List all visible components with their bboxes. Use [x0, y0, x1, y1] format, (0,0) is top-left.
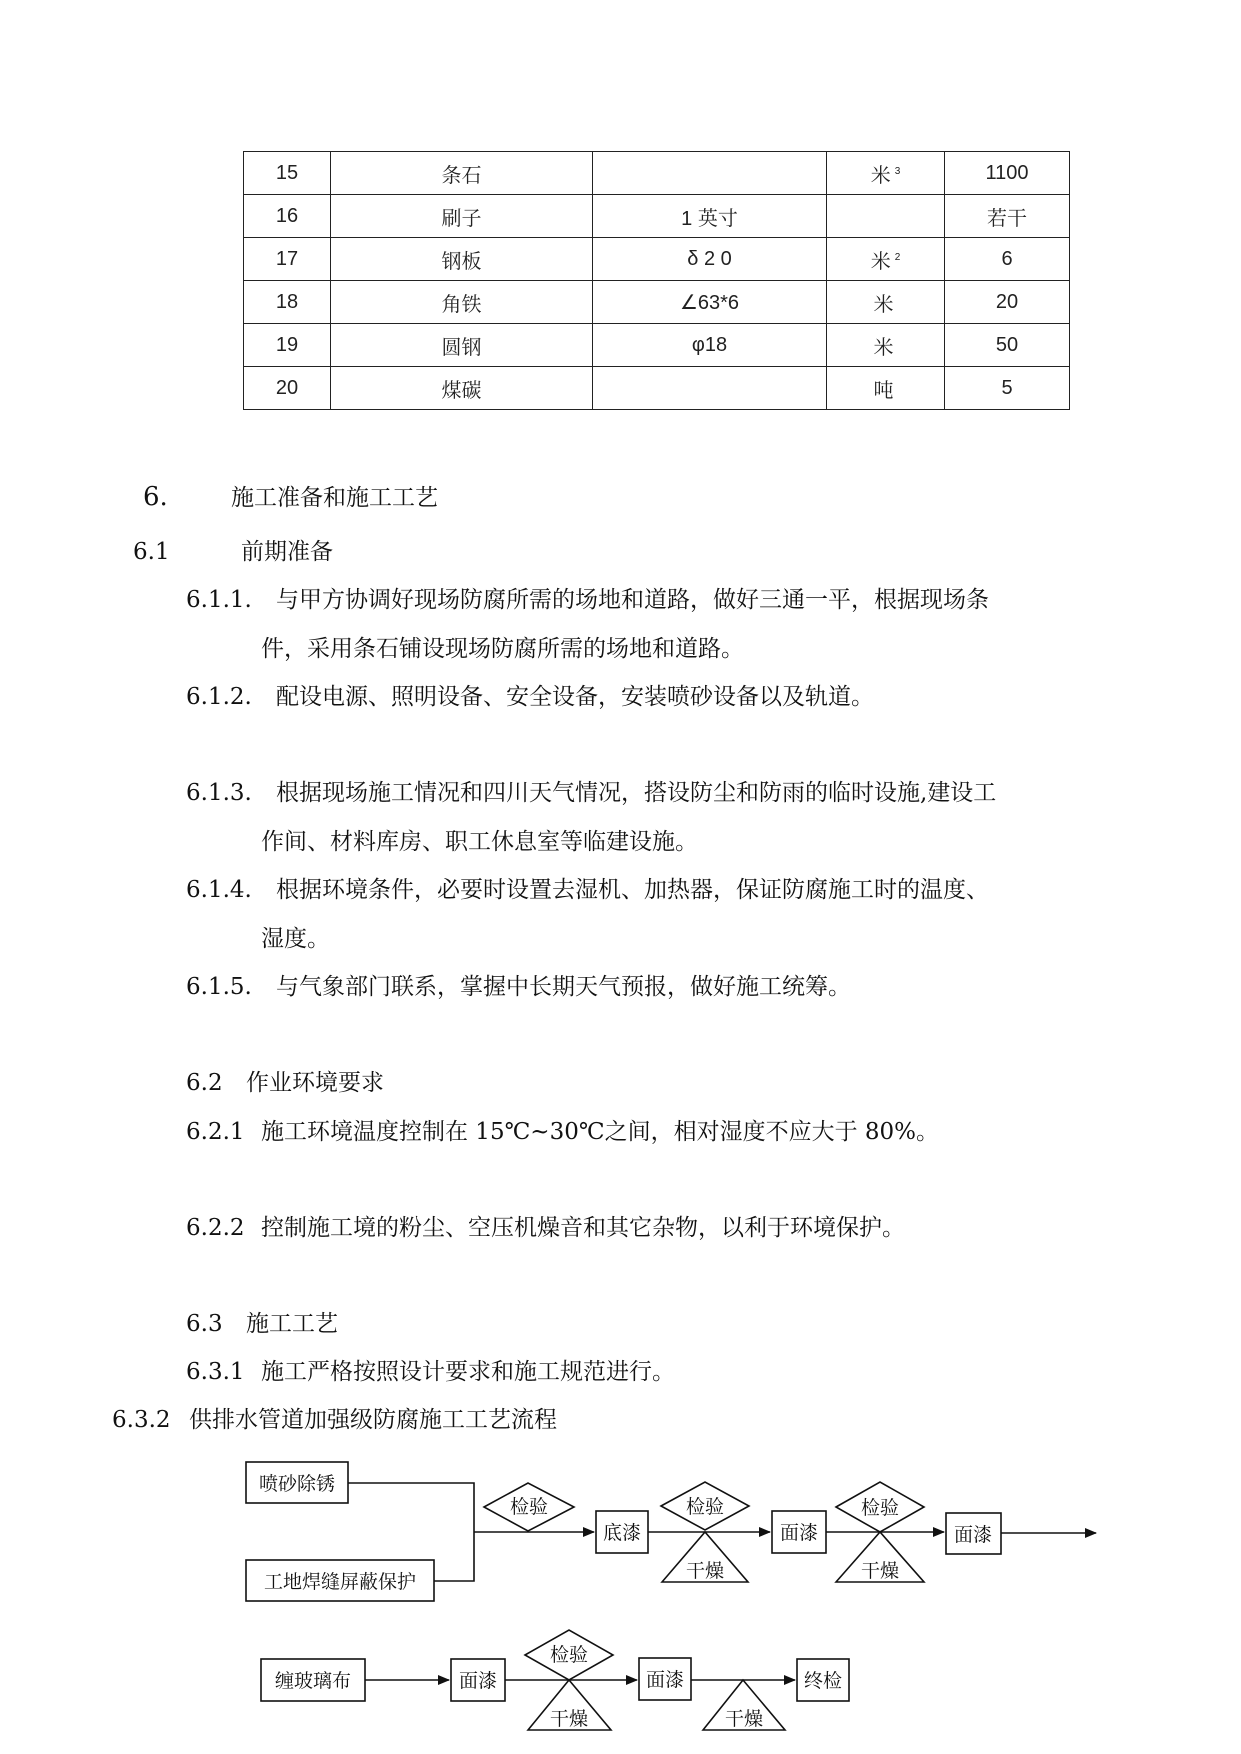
row-number: 15	[244, 152, 331, 195]
row-number: 19	[244, 324, 331, 367]
material-qty: 50	[945, 324, 1070, 367]
paragraph-text: 与气象部门联系，掌握中长期天气预报，做好施工统筹。	[276, 974, 851, 1000]
primer-label: 底漆	[602, 1522, 642, 1544]
row-number: 20	[244, 367, 331, 410]
paragraph-text: 控制施工境的粉尘、空压机燥音和其它杂物，以利于环境保护。	[261, 1215, 905, 1241]
dry-label: 干燥	[724, 1708, 764, 1730]
final-inspect-label: 终检	[803, 1670, 843, 1692]
glass-cloth-label: 缠玻璃布	[274, 1670, 352, 1692]
material-qty: 20	[945, 281, 1070, 324]
subsection-number: 6.2	[186, 1070, 223, 1096]
paragraph-text: 施工严格按照设计要求和施工规范进行。	[261, 1359, 675, 1385]
material-spec: ∠63*6	[593, 281, 827, 324]
subsection-title: 作业环境要求	[246, 1070, 384, 1096]
paragraph-number: 6.1.1.	[186, 587, 252, 613]
material-name: 刷子	[331, 195, 593, 238]
dry-label: 干燥	[685, 1560, 725, 1582]
paragraph-text: 根据环境条件，必要时设置去湿机、加热器，保证防腐施工时的温度、	[276, 877, 989, 903]
weld-protect-label: 工地焊缝屏蔽保护	[263, 1571, 417, 1593]
section-number: 6.	[143, 482, 168, 512]
paragraph-number: 6.1.4.	[186, 877, 252, 903]
paragraph-text: 施工环境温度控制在 15℃~30℃之间，相对湿度不应大于 80%。	[261, 1119, 940, 1145]
material-qty: 6	[945, 238, 1070, 281]
material-name: 煤碳	[331, 367, 593, 410]
topcoat-label: 面漆	[779, 1522, 819, 1544]
unit-text: 米	[873, 336, 894, 359]
inspect-label: 检验	[509, 1496, 549, 1518]
merge-connector	[348, 1483, 474, 1581]
subsection-title: 前期准备	[241, 539, 333, 565]
inspect-label: 检验	[860, 1497, 900, 1519]
material-name: 钢板	[331, 238, 593, 281]
paragraph-number: 6.1.3.	[186, 780, 252, 806]
paragraph-continuation: 湿度。	[261, 926, 330, 952]
paragraph-text: 根据现场施工情况和四川天气情况，搭设防尘和防雨的临时设施,建设工	[276, 780, 997, 806]
inspect-label: 检验	[549, 1644, 589, 1666]
topcoat-label: 面漆	[645, 1669, 685, 1691]
topcoat-label: 面漆	[458, 1670, 498, 1692]
paragraph-text: 与甲方协调好现场防腐所需的场地和道路，做好三通一平，根据现场条	[276, 587, 989, 613]
inspect-label: 检验	[685, 1496, 725, 1518]
material-qty: 5	[945, 367, 1070, 410]
paragraph-number: 6.2.2	[186, 1215, 245, 1241]
material-name: 条石	[331, 152, 593, 195]
unit-text: 吨	[873, 379, 894, 402]
unit-superscript: 2	[894, 251, 901, 263]
paragraph-continuation: 作间、材料库房、职工休息室等临建设施。	[261, 829, 698, 855]
paragraph-number: 6.1.5.	[186, 974, 252, 1000]
material-spec: φ18	[593, 324, 827, 367]
subsection-title: 施工工艺	[246, 1311, 338, 1337]
material-spec: δ 2 0	[593, 238, 827, 281]
material-qty: 若干	[945, 195, 1070, 238]
dry-label: 干燥	[549, 1708, 589, 1730]
material-qty: 1100	[945, 152, 1070, 195]
row-number: 18	[244, 281, 331, 324]
paragraph-number: 6.3.1	[186, 1359, 245, 1385]
paragraph-number: 6.3.2	[112, 1407, 171, 1433]
paragraph-number: 6.1.2.	[186, 684, 252, 710]
unit-text: 米	[870, 250, 891, 273]
paragraph-number: 6.2.1	[186, 1119, 245, 1145]
paragraph-text: 供排水管道加强级防腐施工工艺流程	[189, 1407, 557, 1433]
unit-superscript: 3	[894, 165, 901, 177]
topcoat-label: 面漆	[953, 1524, 993, 1546]
subsection-number: 6.1	[133, 539, 170, 565]
unit-text: 米	[873, 293, 894, 316]
paragraph-continuation: 件，采用条石铺设现场防腐所需的场地和道路。	[261, 636, 744, 662]
row-number: 17	[244, 238, 331, 281]
unit-text: 米	[870, 164, 891, 187]
row-number: 16	[244, 195, 331, 238]
subsection-number: 6.3	[186, 1311, 223, 1337]
material-spec: 1 英寸	[593, 195, 827, 238]
paragraph-text: 配设电源、照明设备、安全设备，安装喷砂设备以及轨道。	[276, 684, 874, 710]
material-name: 角铁	[331, 281, 593, 324]
section-title: 施工准备和施工工艺	[231, 485, 438, 511]
dry-label: 干燥	[860, 1560, 900, 1582]
material-name: 圆钢	[331, 324, 593, 367]
sandblast-label: 喷砂除锈	[258, 1473, 336, 1495]
